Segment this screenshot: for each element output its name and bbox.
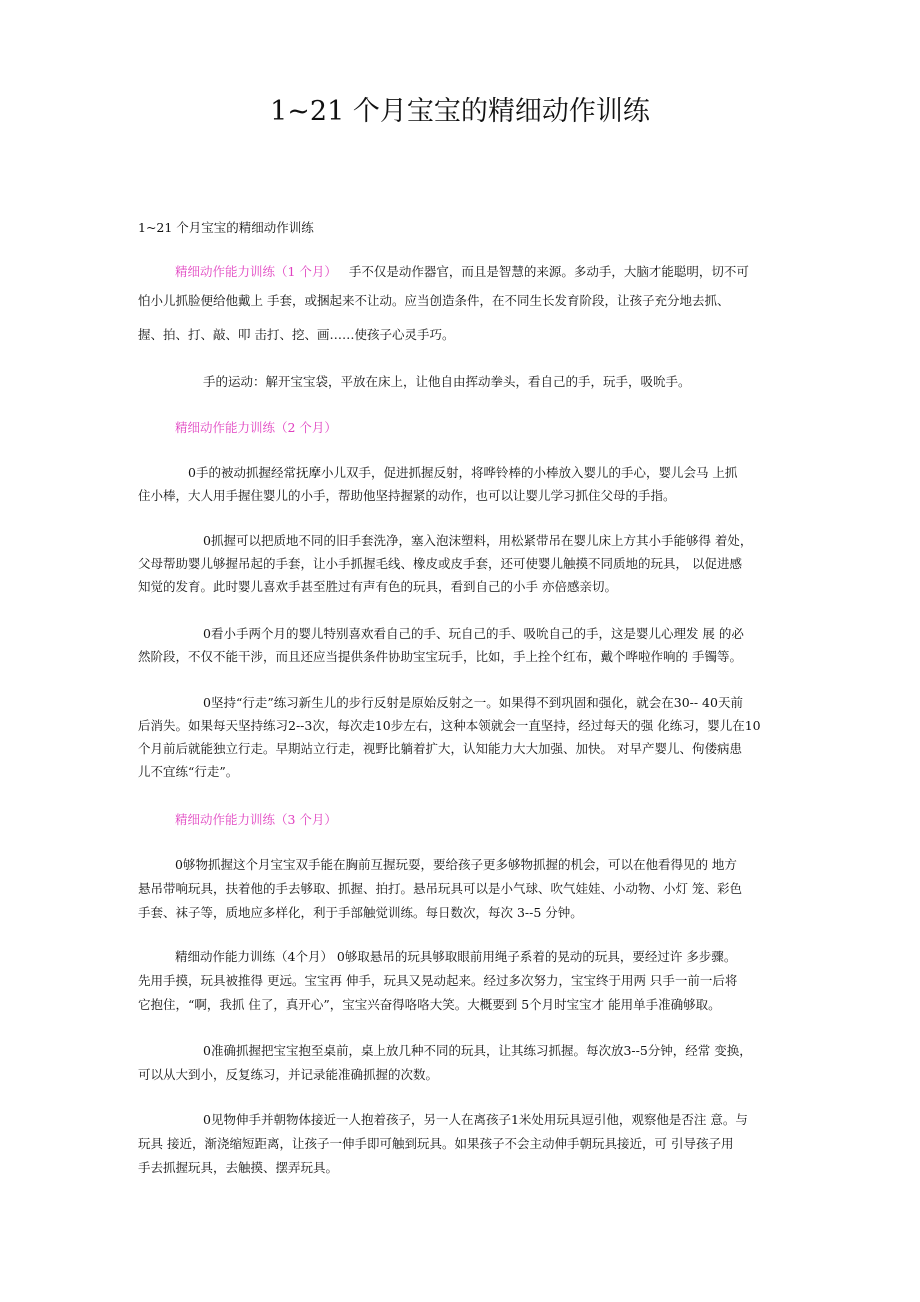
document-subtitle: 1~21 个月宝宝的精细动作训练 (138, 220, 314, 235)
section-heading-3-months: 精细动作能力训练（3 个月） (175, 812, 337, 827)
paragraph-5-line-1: 0抓握可以把质地不同的旧手套洗净，塞入泡沫塑料，用松紧带吊在婴儿床上方其小手能够得 着处， (203, 533, 753, 548)
paragraph-10-line-1: 精细动作能力训练（4个月） 0够取悬吊的玩具够取眼前用绳子系着的晃动的玩具，要经过许 多步骤。 (175, 949, 737, 964)
paragraph-9-line-1: 0够物抓握这个月宝宝双手能在胸前互握玩耍，要给孩子更多够物抓握的机会，可以在他看得见的 地方 (175, 857, 737, 872)
paragraph-1-line-2: 怕小儿抓脸便给他戴上 手套，或捆起来不让动。应当创造条件，在不同生长发育阶段，让孩子充分地去抓、 (138, 293, 730, 308)
paragraph-11-line-1: 0准确抓握把宝宝抱至桌前，桌上放几种不同的玩具，让其练习抓握。每次放3--5分钟，经常 变换， (203, 1043, 752, 1058)
document-title: 1~21 个月宝宝的精细动作训练 (270, 96, 650, 127)
paragraph-7-line-1: 0坚持“行走”练习新生儿的步行反射是原始反射之一。如果得不到巩固和强化，就会在30-- 40天前 (203, 695, 743, 710)
paragraph-6-line-1: 0看小手两个月的婴儿特别喜欢看自己的手、玩自己的手、吸吮自己的手，这是婴儿心理发 展 的必 (203, 626, 744, 641)
paragraph-12-line-3: 手去抓握玩具，去触摸、摆弄玩具。 (138, 1160, 339, 1175)
paragraph-12-line-1: 0见物伸手并朝物体接近一人抱着孩子，另一人在离孩子1米处用玩具逗引他，观察他是否注 意。与 (203, 1112, 748, 1127)
paragraph-5-line-2: 父母帮助婴儿够握吊起的手套，让小手抓握毛线、橡皮或皮手套，还可使婴儿触摸不同质地的玩具， 以促进感 (138, 556, 742, 571)
paragraph-7-line-3: 个月前后就能独立行走。早期站立行走，视野比躺着扩大，认知能力大大加强、加快。 对早产婴儿、佝偻病患 (138, 741, 742, 756)
paragraph-1-line-1: 精细动作能力训练（1 个月） 手不仅是动作器官，而且是智慧的来源。多动手，大脑才能聪明，切不可 (175, 264, 749, 279)
paragraph-6-line-2: 然阶段，不仅不能干涉，而且还应当提供条件协助宝宝玩手，比如，手上拴个红布，戴个哗啦作响的 手镯等。 (138, 649, 742, 664)
paragraph-7-line-2: 后消失。如果每天坚持练习2--3次，每次走10步左右，这种本领就会一直坚持，经过每天的强 化练习，婴儿在10 (138, 718, 761, 733)
section-heading-1-month: 精细动作能力训练（1 个月） (175, 264, 337, 279)
paragraph-11-line-2: 可以从大到小，反复练习，并记录能准确抓握的次数。 (138, 1067, 439, 1082)
paragraph-4-line-2: 住小棒，大人用手握住婴儿的小手，帮助他坚持握紧的动作，也可以让婴儿学习抓住父母的手指。 (138, 488, 676, 503)
paragraph-4-line-1: 0手的被动抓握经常抚摩小儿双手，促进抓握反射，将哗铃棒的小棒放入婴儿的手心，婴儿会马 上抓 (188, 465, 738, 480)
paragraph-5-line-3: 知觉的发育。此时婴儿喜欢手甚至胜过有声有色的玩具，看到自己的小手 亦倍感亲切。 (138, 579, 617, 594)
paragraph-1-line-3: 握、拍、打、敲、叩 击打、挖、画……使孩子心灵手巧。 (138, 327, 455, 342)
paragraph-10-line-2: 先用手摸，玩具被推得 更远。宝宝再 伸手，玩具又晃动起来。经过多次努力，宝宝终于用两 只手一前一后将 (138, 973, 738, 988)
paragraph-12-line-2: 玩具 接近，渐浇缩短距离，让孩子一伸手即可触到玩具。如果孩子不会主动伸手朝玩具接近，可 引导孩子用 (138, 1136, 734, 1151)
paragraph-7-line-4: 儿不宜练“行走”。 (138, 764, 239, 779)
paragraph-9-line-2: 悬吊带响玩具，扶着他的手去够取、抓握、拍打。悬吊玩具可以是小气球、吹气娃娃、小动物、小灯 笼、彩色 (138, 881, 742, 896)
paragraph-9-line-3: 手套、袜子等，质地应多样化，利于手部触觉训练。每日数次，每次 3--5 分钟。 (138, 905, 583, 920)
paragraph-10-line-3: 它抱住，“啊，我抓 住了，真开心”，宝宝兴奋得咯咯大笑。大概要到 5个月时宝宝才 能用单手准确够取。 (138, 997, 721, 1012)
section-heading-2-months: 精细动作能力训练（2 个月） (175, 420, 337, 435)
paragraph-2-line-1: 手的运动：解开宝宝袋，平放在床上，让他自由挥动拳头，看自己的手，玩手，吸吮手。 (203, 374, 691, 389)
